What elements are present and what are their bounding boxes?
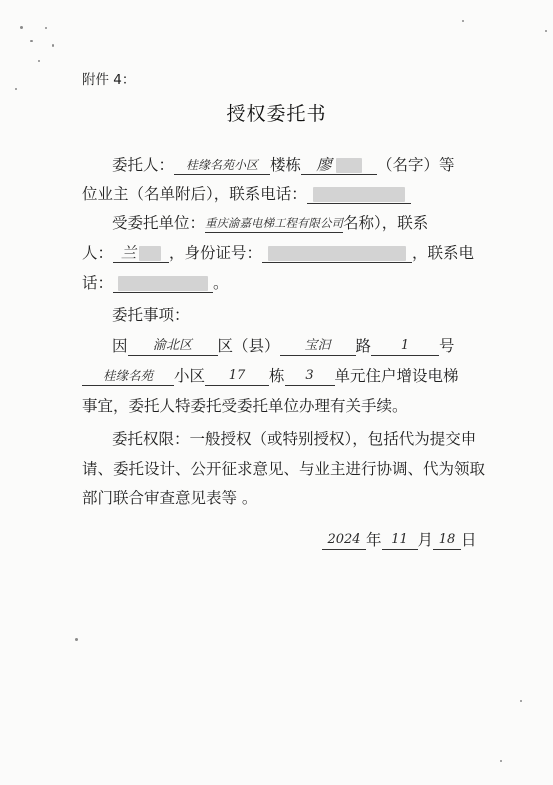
matter-line-3: 事宜，委托人特委托受委托单位办理有关手续。 [82,397,408,415]
handwritten-contact: 兰 [120,244,137,262]
scan-speck [500,760,502,762]
matter-line-1 [112,336,455,356]
principal-line-1 [112,155,455,175]
id-label: ，身份证号： [169,244,263,262]
redacted-phone [313,187,405,202]
handwritten-building-no: 17 [205,367,269,386]
principal-line-2 [82,184,411,204]
agent-unit-note: 名称），联系 [343,214,429,232]
agent-line-3 [82,273,229,293]
matter-text: 栋 [269,367,285,385]
authority-line-3: 部门联合审查意见表等 。 [82,489,258,507]
scan-speck [520,700,522,702]
scan-speck [75,638,78,641]
agent-phone-field [113,274,213,293]
handwritten-road: 宝汩 [280,337,356,356]
scan-speck [462,20,464,22]
redacted-id [268,246,406,261]
principal-name-field [301,156,377,175]
id-field [262,244,412,263]
matter-line-2 [82,366,459,386]
document-title: 授权委托书 [226,103,327,125]
authority-line-2: 请、委托设计、公开征求意见、与业主进行协调、代为领取 [82,460,486,478]
principal-label: 委托人： [112,156,175,174]
scan-speck [15,88,17,90]
agent-phone-label-end: 话： [82,274,114,292]
agent-line-end: 。 [213,274,229,292]
handwritten-district: 渝北区 [128,337,218,356]
scan-speck [20,26,23,29]
matter-text: 小区 [174,367,206,385]
scan-speck [30,40,33,42]
owner-phone-label: 位业主（名单附后），联系电话： [82,185,307,203]
matter-text: 因 [112,337,128,355]
handwritten-year: 2024 [322,531,366,550]
matter-text: 区（县） [217,337,280,355]
scan-speck [45,27,47,29]
handwritten-community: 桂缘名苑 [82,367,174,386]
handwritten-building: 桂缘名苑小区 [174,156,270,175]
handwritten-name: 廖 [316,156,332,174]
date-year-label: 年 [366,531,382,549]
handwritten-number: 1 [371,337,439,356]
agent-label: 受委托单位： [112,214,206,232]
handwritten-unit-no: 3 [285,367,335,386]
redacted-contact [139,246,161,261]
authority-line-1: 委托权限：一般授权（或特别授权），包括代为提交申 [112,430,477,448]
agent-line-1 [112,213,428,233]
handwritten-month: 11 [382,531,418,550]
matter-text: 号 [439,337,455,355]
scan-speck [38,60,40,62]
matter-heading: 委托事项： [112,306,190,324]
redacted-agent-phone [118,276,208,291]
scan-speck [52,44,54,47]
agent-line-2 [82,243,474,263]
owner-phone-field [307,185,411,204]
handwritten-agent-unit: 重庆渝嘉电梯工程有限公司 [205,214,343,233]
date-day-label: 日 [461,531,477,549]
building-suffix: 楼栋 [270,156,302,174]
contact-label: 人： [82,244,114,262]
signing-date [322,530,477,550]
matter-text: 路 [355,337,372,355]
date-month-label: 月 [417,531,434,549]
scan-speck [545,30,547,32]
attachment-label: 附件 4： [82,72,136,88]
matter-text: 单元住户增设电梯 [334,367,459,385]
name-note: （名字）等 [377,156,455,174]
contact-field [113,244,169,263]
redacted-name [336,158,362,173]
agent-phone-label-start: ，联系电 [412,244,475,262]
handwritten-day: 18 [433,531,461,550]
